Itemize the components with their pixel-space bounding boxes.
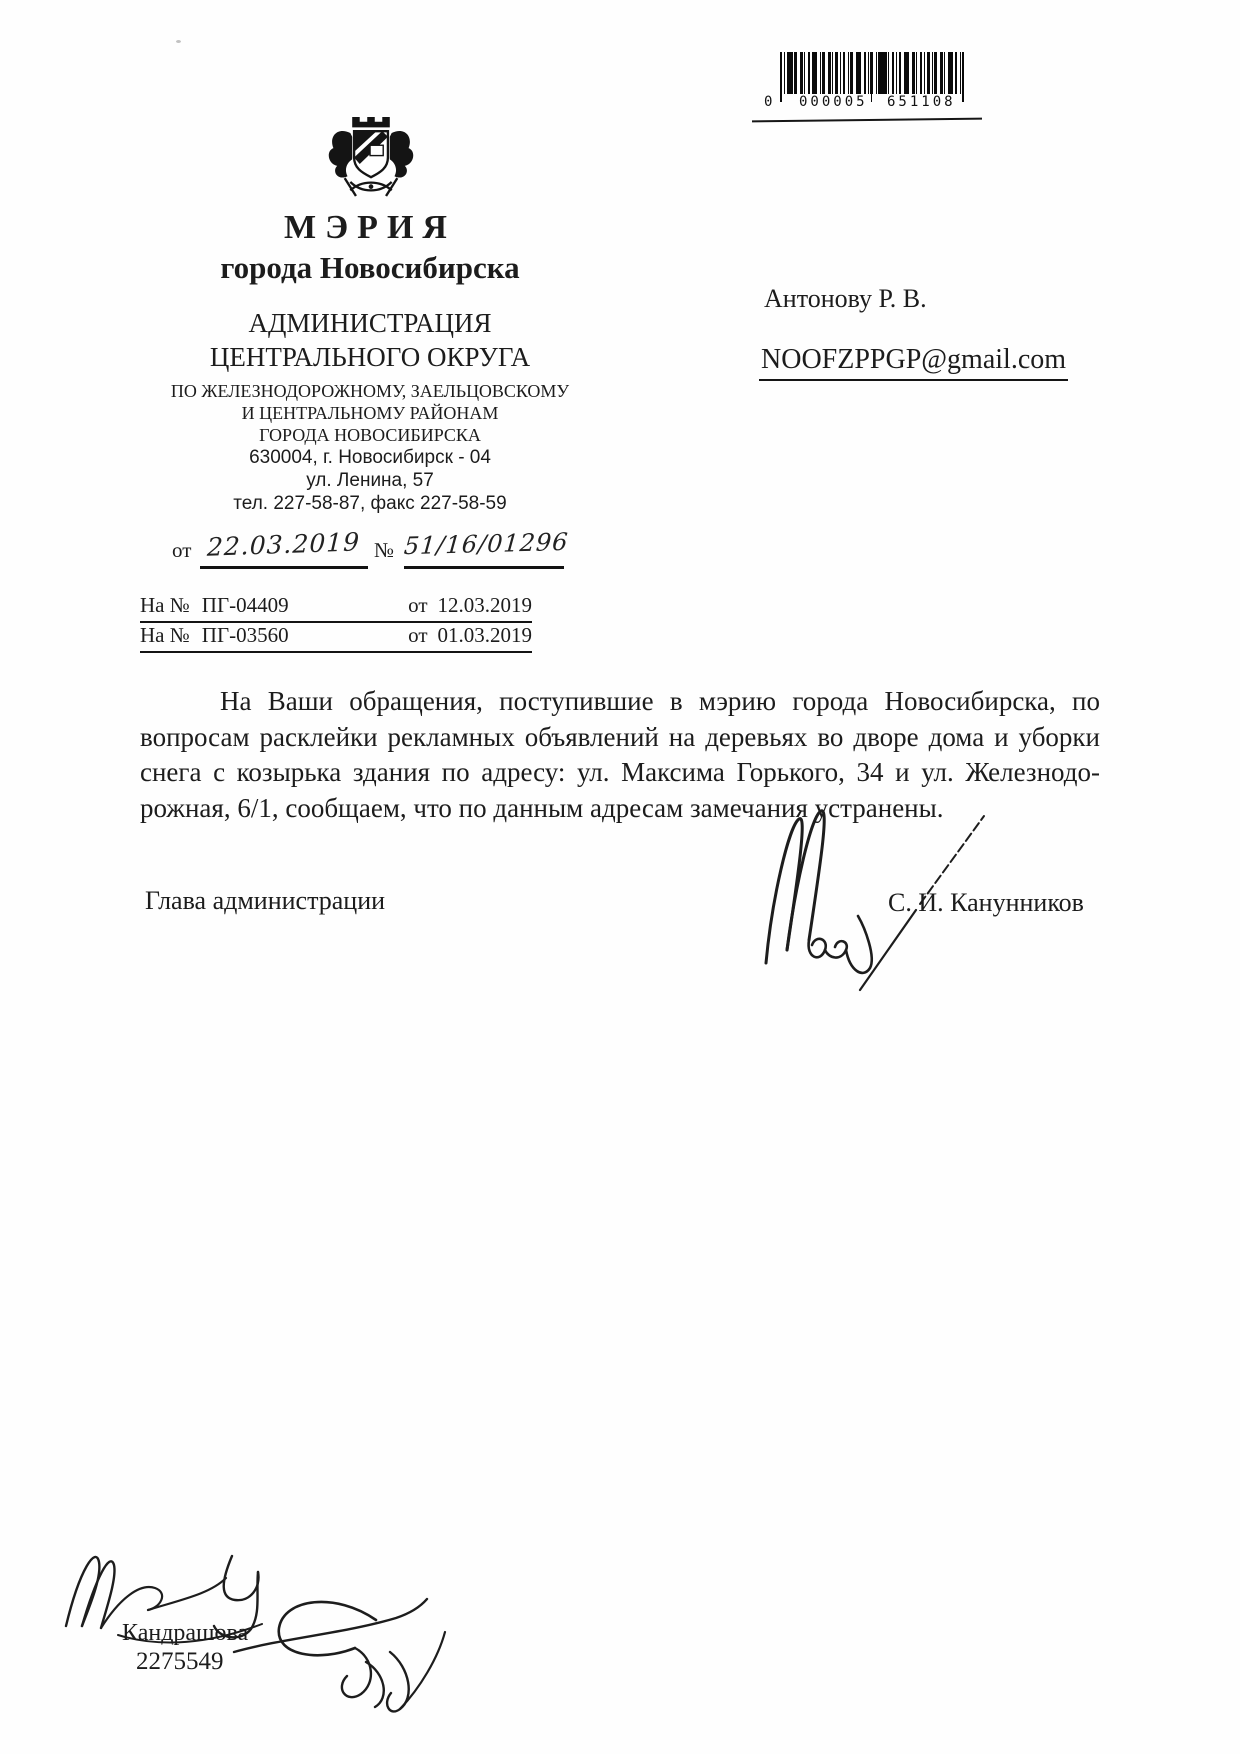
body-line-1: На Ваши обращения, поступившие в мэрию города Новосибирска, по [220, 686, 1100, 716]
body-line-3: снега с козырька здания по адресу: ул. Максима Горького, 34 и ул. Железнодо- [140, 757, 1100, 787]
reply-1-date: 12.03.2019 [437, 593, 532, 617]
barcode-digit-group-2: 651108 [884, 94, 959, 110]
ref-number-field [402, 527, 570, 569]
reply-1-prefix: На № [140, 593, 190, 617]
admin-line-2: ЦЕНТРАЛЬНОГО ОКРУГА [209, 342, 531, 372]
novosibirsk-coat-of-arms-icon [324, 110, 418, 204]
reply-2-number: ПГ-03560 [201, 623, 289, 647]
reply-1-from-label: от [408, 593, 428, 617]
address-line-3: тел. 227-58-87, факс 227-58-59 [233, 493, 507, 514]
reply-2-date: 01.03.2019 [437, 623, 532, 647]
recipient-name: Антонову Р. В. [764, 284, 927, 313]
body-line-4: рожная, 6/1, сообщаем, что по данным адресам замечания устранены. [140, 792, 944, 823]
barcode-underline [752, 118, 982, 123]
org-title: МЭРИЯ [284, 209, 456, 246]
signer-position-title: Глава администрации [145, 886, 386, 915]
districts-line-2: И ЦЕНТРАЛЬНОМУ РАЙОНАМ [241, 403, 499, 423]
ref-date-field [200, 527, 368, 569]
second-signature-icon [224, 1588, 459, 1723]
recipient-email: NOOFZPPGP@gmail.com [759, 344, 1068, 381]
admin-line-1: АДМИНИСТРАЦИЯ [248, 308, 492, 338]
scan-speck [176, 40, 181, 43]
reply-reference-1 [140, 592, 532, 623]
ref-date-handwritten: 22.03.2019 [206, 527, 362, 562]
barcode [764, 50, 970, 110]
ref-number-label: № [374, 538, 395, 562]
org-subtitle: города Новосибирска [220, 250, 520, 285]
signer-name: С. И. Канунников [888, 888, 1084, 917]
reply-1-number: ПГ-04409 [201, 593, 289, 617]
ref-from-label: от [172, 538, 192, 562]
reply-reference-2 [140, 622, 532, 653]
reply-2-from-label: от [408, 623, 428, 647]
address-line-1: 630004, г. Новосибирск - 04 [249, 447, 491, 468]
body-line-2: вопросам расклейки рекламных объявлений на деревьях во дворе дома и уборки [140, 721, 1100, 752]
letterhead [145, 208, 595, 515]
districts-line-3: ГОРОДА НОВОСИБИРСКА [259, 425, 481, 445]
executor-name: Кандрашова [122, 1620, 249, 1646]
barcode-digit-group-1: 000005 [796, 94, 871, 110]
ref-number-handwritten: 51/16/01296 [402, 527, 570, 561]
address-line-2: ул. Ленина, 57 [306, 470, 434, 491]
districts-line-1: ПО ЖЕЛЕЗНОДОРОЖНОМУ, ЗАЕЛЬЦОВСКОМУ [170, 381, 570, 401]
executor-phone: 2275549 [136, 1648, 224, 1675]
barcode-digits [764, 92, 970, 110]
barcode-bars-icon [780, 52, 964, 94]
barcode-lead-digit: 0 [764, 94, 773, 110]
reply-2-prefix: На № [140, 623, 190, 647]
